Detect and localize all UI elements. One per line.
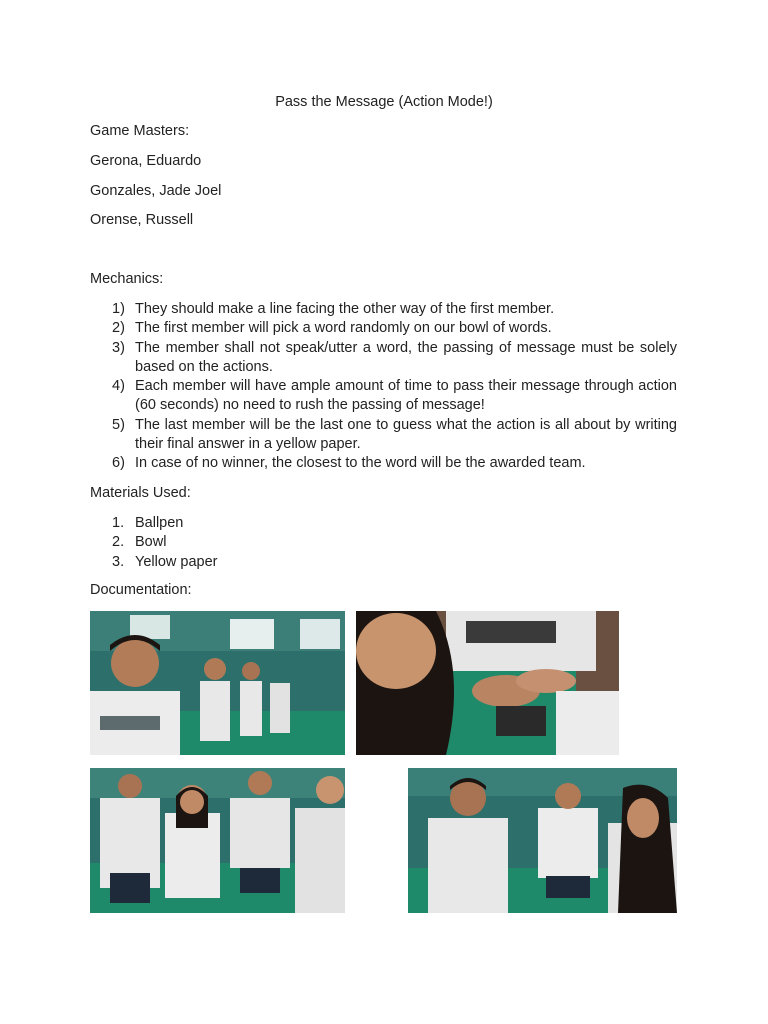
list-text: Bowl [135, 534, 167, 551]
documentation-photo-2 [356, 611, 619, 755]
list-number: 5) [112, 416, 125, 433]
list-text: Yellow paper [135, 553, 218, 570]
list-text: In case of no winner, the closest to the word will be the awarded team. [135, 455, 586, 472]
documentation-photo-4 [408, 768, 677, 913]
materials-list [90, 514, 677, 572]
list-number: 3. [112, 553, 125, 570]
list-text: Each member will have ample amount of time to pass their message through action (60 seconds) no need to rush the passing of message! [135, 378, 677, 414]
list-number: 2. [112, 534, 125, 551]
list-text: The first member will pick a word randomly on our bowl of words. [135, 320, 552, 337]
list-item [90, 533, 677, 552]
documentation-heading: Documentation: [90, 582, 192, 598]
list-number: 1) [112, 301, 125, 317]
list-number: 2) [112, 320, 125, 337]
list-number: 3) [112, 339, 125, 356]
list-item [90, 553, 677, 572]
list-item [90, 416, 677, 455]
list-number: 6) [112, 455, 125, 472]
list-item [90, 514, 677, 533]
list-item [90, 319, 677, 338]
game-master-name: Gonzales, Jade Joel [90, 183, 222, 199]
mechanics-heading: Mechanics: [90, 271, 164, 287]
game-master-name: Orense, Russell [90, 212, 194, 228]
game-masters-heading: Game Masters: [90, 123, 190, 139]
page-title: Pass the Message (Action Mode!) [275, 94, 493, 110]
list-number: 1. [112, 515, 125, 531]
list-number: 4) [112, 378, 125, 395]
list-text: The member shall not speak/utter a word, the passing of message must be solely based on the actions. [135, 339, 677, 375]
documentation-photo-3 [90, 768, 345, 913]
list-item [90, 454, 677, 473]
list-text: Ballpen [135, 515, 184, 531]
list-text: The last member will be the last one to guess what the action is all about by writing their final answer in a yellow paper. [135, 416, 677, 453]
materials-heading: Materials Used: [90, 485, 191, 501]
list-item [90, 300, 677, 319]
game-master-name: Gerona, Eduardo [90, 153, 202, 169]
documentation-photo-1 [90, 611, 345, 755]
list-item [90, 339, 677, 378]
list-item [90, 377, 677, 416]
mechanics-list [90, 300, 677, 474]
list-text: They should make a line facing the other way of the first member. [135, 301, 555, 317]
